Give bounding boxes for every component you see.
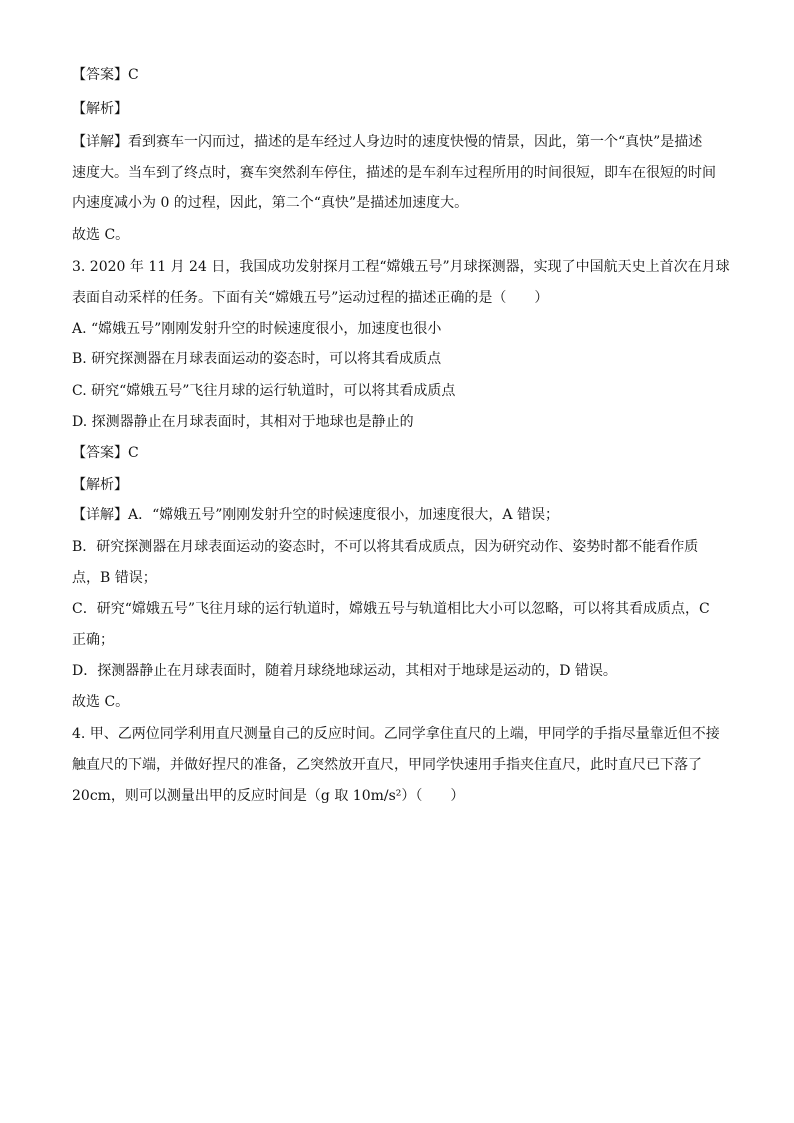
explanation-line: B．研究探测器在月球表面运动的姿态时，不可以将其看成质点，因为研究动作、姿势时都不能看作质 — [72, 539, 699, 555]
answer-label: 【答案】C — [72, 445, 139, 461]
analysis-label: 【解析】 — [72, 101, 128, 117]
analysis-label: 【解析】 — [72, 477, 128, 493]
question-4-stem: 触直尺的下端，并做好捏尺的准备，乙突然放开直尺，甲同学快速用手指夹住直尺，此时直尺已下落了 — [72, 757, 702, 773]
option-c: C. 研究“嫦娥五号”飞往月球的运行轨道时，可以将其看成质点 — [72, 383, 456, 399]
explanation-line: D．探测器静止在月球表面时，随着月球绕地球运动，其相对于地球是运动的，D 错误。 — [72, 663, 617, 679]
explanation-line: 【详解】看到赛车一闪而过，描述的是车经过人身边时的速度快慢的情景，因此，第一个“真快”是描述 — [72, 134, 703, 150]
explanation-line: C．研究“嫦娥五号”飞往月球的运行轨道时，嫦娥五号与轨道相比大小可以忽略，可以将其看成质点，C — [72, 601, 710, 617]
question-3-stem: 3. 2020 年 11 月 24 日，我国成功发射探月工程“嫦娥五号”月球探测器，实现了中国航天史上首次在月球 — [72, 259, 730, 275]
conclusion-line: 故选 C。 — [72, 694, 130, 710]
question-4-stem: 20cm，则可以测量出甲的反应时间是（g 取 10m/s²）（ ） — [72, 788, 465, 804]
question-4-stem: 4. 甲、乙两位同学利用直尺测量自己的反应时间。乙同学拿住直尺的上端，甲同学的手指尽量靠近但不接 — [72, 726, 720, 742]
explanation-line: 内速度减小为 0 的过程，因此，第二个“真快”是描述加速度大。 — [72, 195, 469, 211]
option-a: A. “嫦娥五号”刚刚发射升空的时候速度很小，加速度也很小 — [72, 321, 442, 337]
option-b: B. 研究探测器在月球表面运动的姿态时，可以将其看成质点 — [72, 351, 442, 367]
explanation-line: 【详解】A．“嫦娥五号”刚刚发射升空的时候速度很小，加速度很大，A 错误； — [72, 507, 559, 523]
explanation-line: 速度大。当车到了终点时，赛车突然刹车停住，描述的是车刹车过程所用的时间很短，即车在很短的时间 — [72, 165, 716, 181]
option-d: D. 探测器静止在月球表面时，其相对于地球也是静止的 — [72, 414, 414, 430]
explanation-line: 点，B 错误； — [72, 570, 157, 586]
answer-label: 【答案】C — [72, 67, 139, 83]
explanation-line: 正确； — [72, 632, 114, 648]
conclusion-line: 故选 C。 — [72, 227, 130, 243]
question-3-stem: 表面自动采样的任务。下面有关“嫦娥五号”运动过程的描述正确的是（ ） — [72, 290, 549, 306]
